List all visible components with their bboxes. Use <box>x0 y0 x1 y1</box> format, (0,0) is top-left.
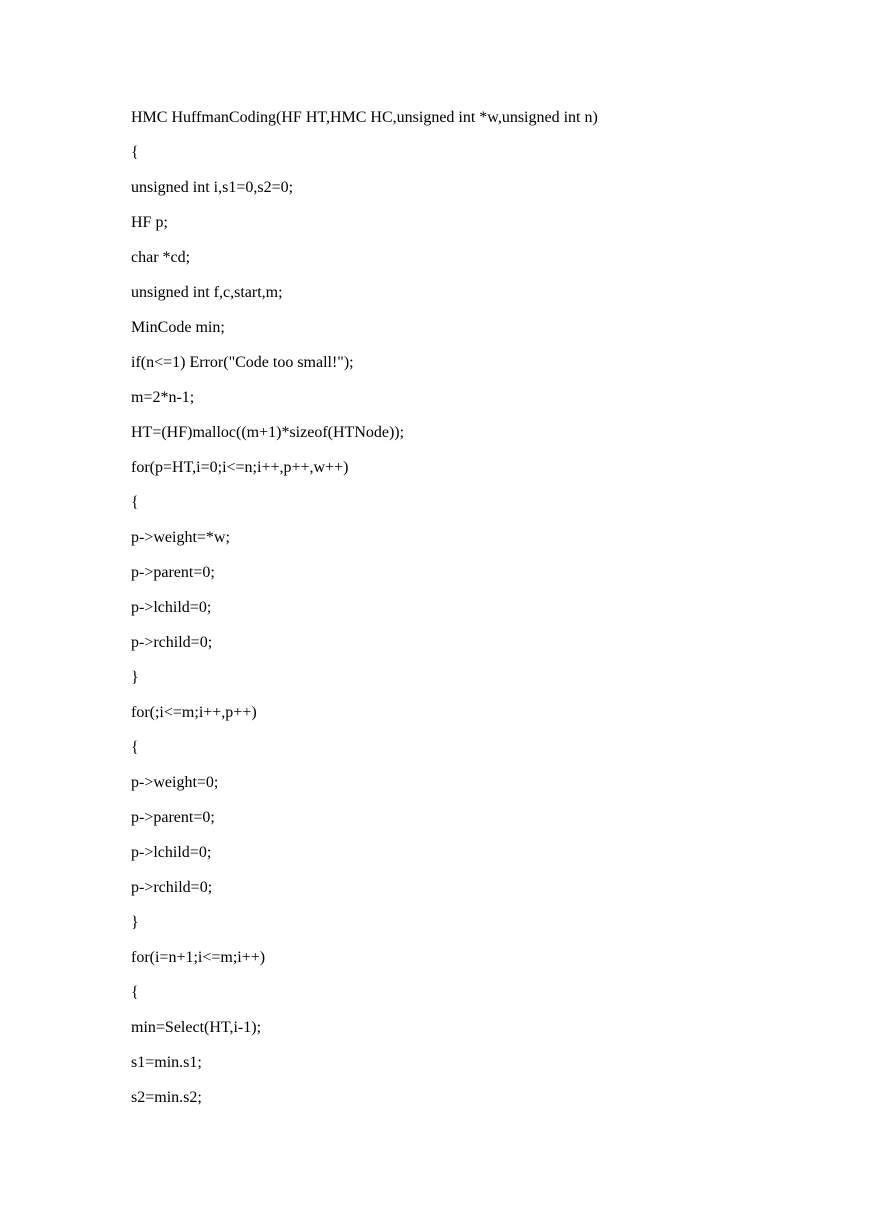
code-line: for(p=HT,i=0;i<=n;i++,p++,w++) <box>131 459 349 476</box>
code-listing <box>131 100 831 1115</box>
code-line: { <box>131 739 139 756</box>
code-line: char *cd; <box>131 249 191 266</box>
code-line: s2=min.s2; <box>131 1089 202 1106</box>
code-line: p->parent=0; <box>131 564 215 581</box>
code-line: { <box>131 144 139 161</box>
code-line: p->parent=0; <box>131 809 215 826</box>
code-line: p->lchild=0; <box>131 844 212 861</box>
code-line: p->weight=0; <box>131 774 219 791</box>
code-line: p->rchild=0; <box>131 634 213 651</box>
code-line: p->weight=*w; <box>131 529 230 546</box>
code-line: } <box>131 914 139 931</box>
code-line: { <box>131 984 139 1001</box>
code-line: HF p; <box>131 214 168 231</box>
code-line: { <box>131 494 139 511</box>
code-line: s1=min.s1; <box>131 1054 202 1071</box>
code-line-function-signature: HMC HuffmanCoding(HF HT,HMC HC,unsigned int *w,unsigned int n) <box>131 109 598 126</box>
code-line: min=Select(HT,i-1); <box>131 1019 262 1036</box>
code-line: } <box>131 669 139 686</box>
code-line: unsigned int f,c,start,m; <box>131 284 283 301</box>
code-line: for(;i<=m;i++,p++) <box>131 704 257 721</box>
code-line: p->rchild=0; <box>131 879 213 896</box>
code-line: p->lchild=0; <box>131 599 212 616</box>
code-line: HT=(HF)malloc((m+1)*sizeof(HTNode)); <box>131 424 405 441</box>
code-line: for(i=n+1;i<=m;i++) <box>131 949 266 966</box>
code-line: MinCode min; <box>131 319 225 336</box>
code-line: unsigned int i,s1=0,s2=0; <box>131 179 294 196</box>
code-line: if(n<=1) Error("Code too small!"); <box>131 354 354 371</box>
code-line: m=2*n-1; <box>131 389 195 406</box>
